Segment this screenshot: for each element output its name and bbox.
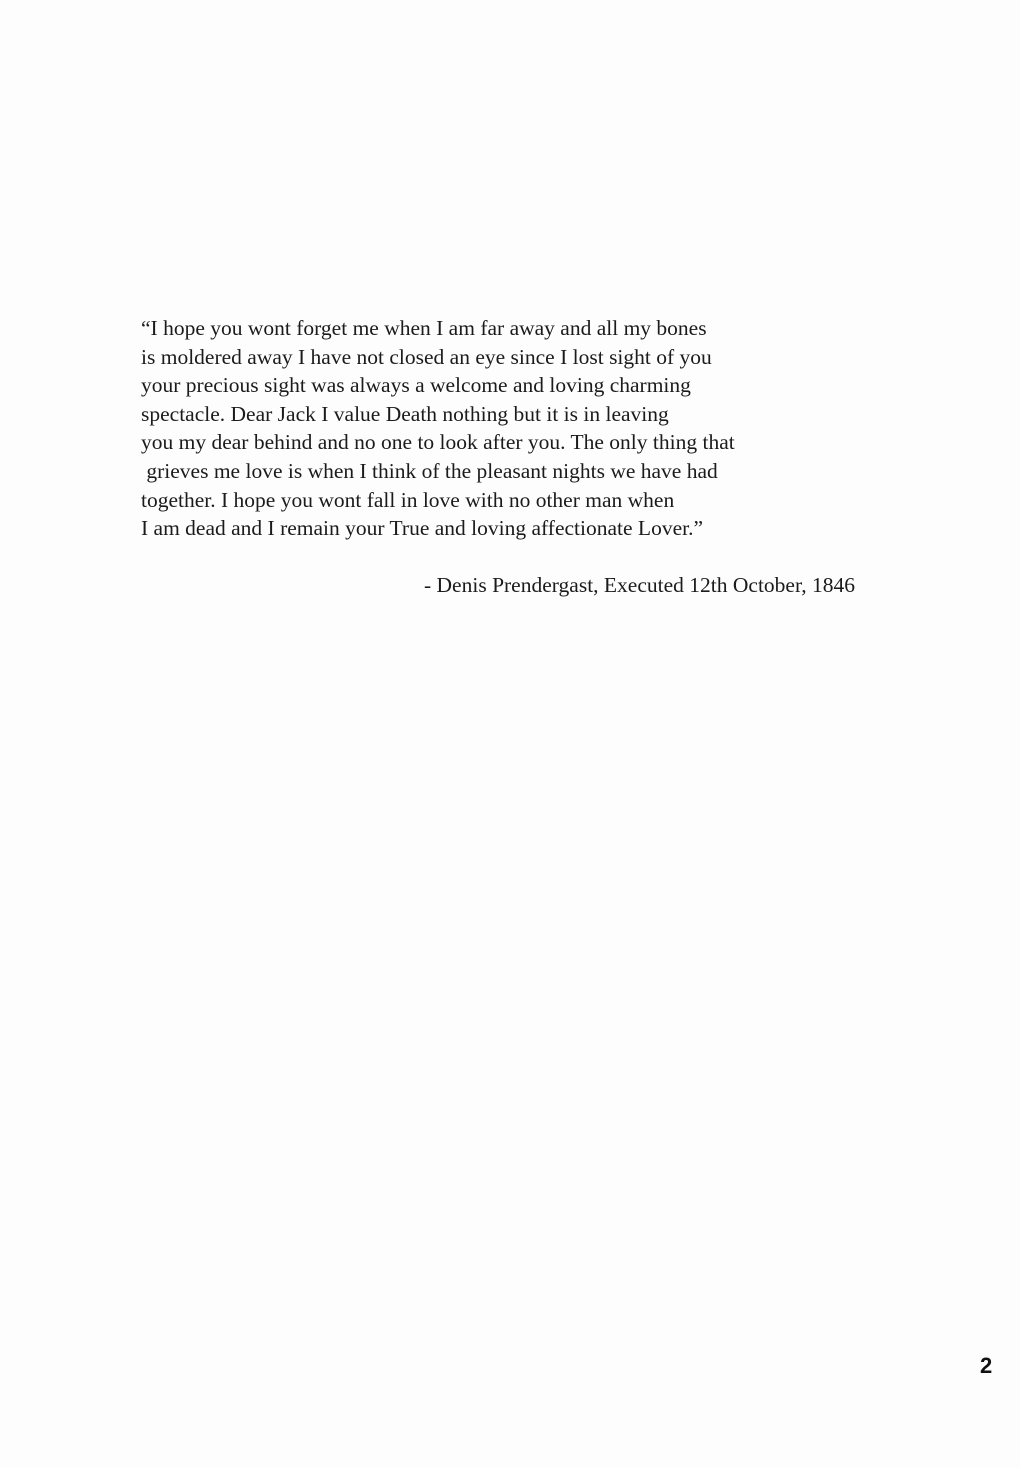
quote-line: spectacle. Dear Jack I value Death nothing but it is in leaving (141, 401, 669, 426)
quote-attribution: - Denis Prendergast, Executed 12th October, 1846 (424, 573, 856, 597)
quote-line: grieves me love is when I think of the pleasant nights we have had (141, 458, 718, 483)
page-number: 2 (980, 1353, 993, 1378)
quote-line: I am dead and I remain your True and loving affectionate Lover.” (141, 516, 704, 541)
quote-line: you my dear behind and no one to look after you. The only thing that (141, 430, 735, 455)
quote-line: is moldered away I have not closed an eye since I lost sight of you (141, 344, 712, 369)
quote-line: together. I hope you wont fall in love with no other man when (141, 487, 675, 512)
quote-line: “I hope you wont forget me when I am far away and all my bones (141, 316, 707, 340)
quote-line: your precious sight was always a welcome and loving charming (141, 373, 691, 398)
letter-quote (141, 314, 841, 543)
